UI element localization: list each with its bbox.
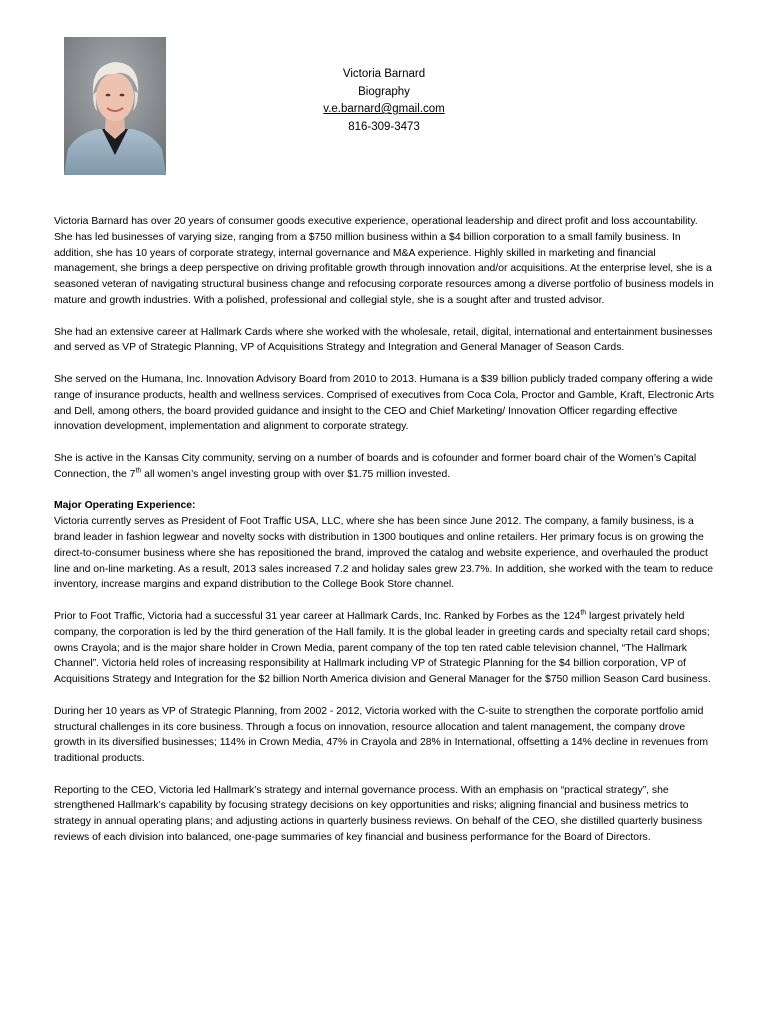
ordinal-suffix: th	[135, 467, 142, 475]
person-name: Victoria Barnard	[342, 68, 426, 80]
paragraph-community-text: She is active in the Kansas City community, serving on a number of boards and is cofounder and former board chair of the Women’s Capital Connection, the 7	[54, 452, 697, 480]
biography-body	[54, 214, 716, 846]
paragraph-hallmark-history-text-end: largest privately held company, the corporation is led by the third generation of the Hall family. It is the global leader in greeting cards and specialty retail card shops; owns Crayola; and is the major share holder in Crown Media, parent company of the top ten rated cable television channel, “The Hallmark Channel”. Victoria held roles of increasing responsibility at Hallmark including VP of Strategic Planning for the $4 billion corporation, VP of Acquisitions Strategy and Integration for the $2 billion North America division and General Manager for the $750 million Season Card business.	[54, 610, 711, 686]
paragraph-hallmark-history	[54, 609, 716, 688]
paragraph-governance: Reporting to the CEO, Victoria led Hallmark’s strategy and internal governance process. With an emphasis on “practical strategy”, she strengthened Hallmark’s capability by focusing strategy decisions on key opportunities and risks; aligning financial and business metrics to strategy in annual operating plans; and adjusting actions in quarterly business reviews. On behalf of the CEO, she distilled quarterly business reviews of each division into balanced, one-page summaries of key financial and business performance for the Board of Directors.	[54, 784, 703, 844]
paragraph-community-text-end: all women’s angel investing group with over $1.75 million invested.	[141, 468, 451, 480]
paragraph-strategic-planning: During her 10 years as VP of Strategic Planning, from 2002 - 2012, Victoria worked with the C-suite to strengthen the corporate portfolio amid structural challenges in its core business. Through a focus on innovation, resource allocation and talent management, the company drove growth in its diversified businesses; 114% in Crown Media, 47% in Crayola and 28% in International, offsetting a 14% decline in revenues from traditional products.	[54, 705, 709, 765]
ordinal-suffix: th	[580, 609, 587, 617]
paragraph-humana-board: She served on the Humana, Inc. Innovation Advisory Board from 2010 to 2013. Humana is a $39 billion publicly traded company offering a wide range of insurance products, health and wellness services. Comprised of executives from Coca Cola, Proctor and Gamble, Kraft, Electronic Arts and Dell, among others, the board provided guidance and insight to the CEO and Chief Marketing/ Innovation Officer regarding effective innovation development, implementation and alignment to corporate strategy.	[54, 373, 715, 433]
portrait-photo	[64, 37, 166, 175]
paragraph-hallmark-history-text: Prior to Foot Traffic, Victoria had a successful 31 year career at Hallmark Cards, Inc. Ranked by Forbes as the 124	[54, 610, 581, 622]
email-link[interactable]: v.e.barnard@gmail.com	[323, 103, 445, 115]
contact-header	[300, 66, 468, 136]
paragraph-foot-traffic: Victoria currently serves as President of Foot Traffic USA, LLC, where she has been since June 2012. The company, a family business, is a brand leader in fashion legwear and novelty socks with distribution in 1300 boutiques and online retailers. Her primary focus is on growing the direct-to-consumer business where she has repositioned the brand, improved the catalog and website experience, and overhauled the product line and on-line marketing. As a result, 2013 sales increased 7.2 and holiday sales grew 23.7%. In addition, she worked with the team to reduce inventory, increase margins and expand distribution to the College Book Store channel.	[54, 516, 714, 591]
paragraph-community	[54, 451, 716, 483]
phone-number: 816-309-3473	[348, 120, 420, 133]
section-heading-operating-experience: Major Operating Experience:	[54, 500, 196, 512]
paragraph-hallmark-career: She had an extensive career at Hallmark Cards where she worked with the wholesale, retail, digital, international and entertainment businesses and served as VP of Strategic Planning, VP of Acquisitions Strategy and Integration and General Manager of Season Cards.	[54, 326, 713, 354]
paragraph-summary: Victoria Barnard has over 20 years of consumer goods executive experience, operational leadership and direct profit and loss accountability. She has led businesses of varying size, ranging from a $750 million business within a $4 billion corporation to a small family business. In addition, she has 10 years of corporate strategy, internal governance and M&A experience. Highly skilled in marketing and financial management, she brings a deep perspective on driving profitable growth through innovation and/or acquisitions. At the enterprise level, she is a seasoned veteran of navigating structural business change and refocusing corporate resources among a diverse portfolio of business models in mature and growth industries. With a polished, professional and collegial style, she is a sought after and trusted advisor.	[54, 216, 714, 306]
document-subtitle: Biography	[358, 85, 410, 98]
